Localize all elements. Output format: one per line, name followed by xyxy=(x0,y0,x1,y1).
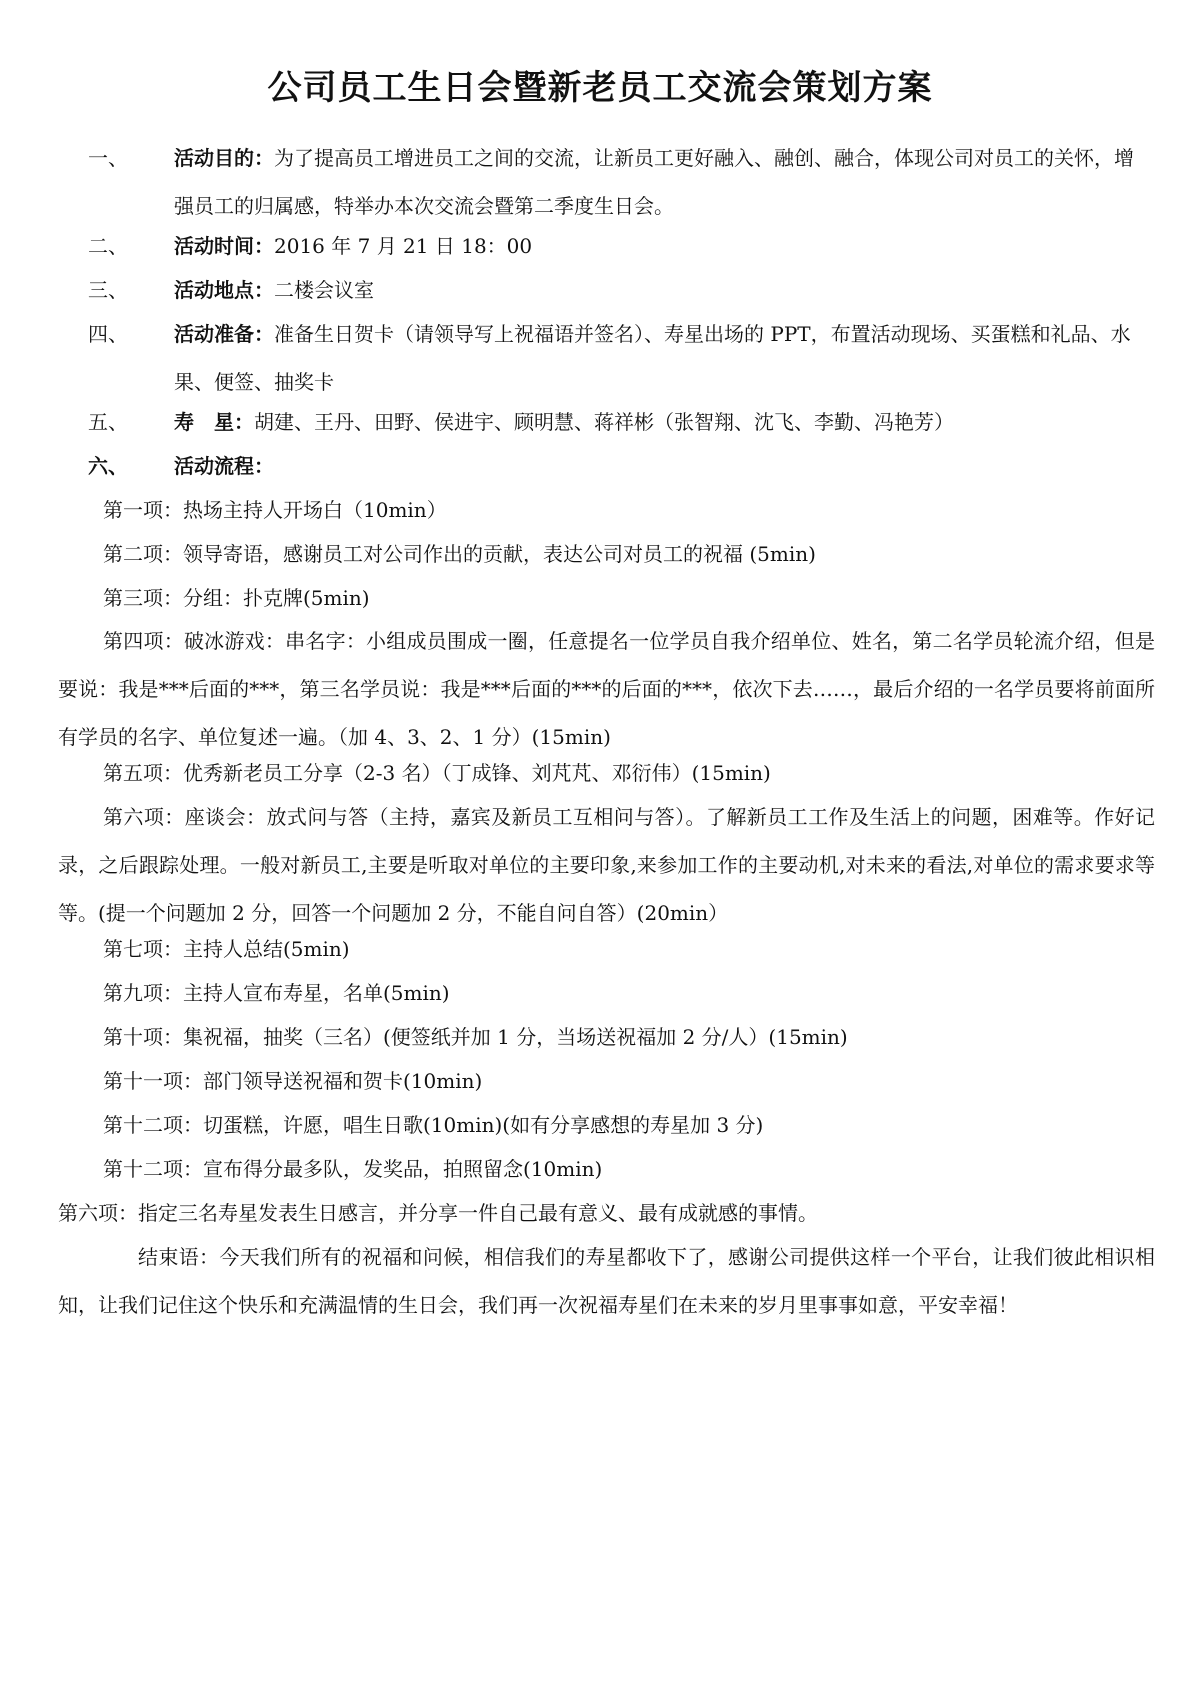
closing-paragraph: 结束语：今天我们所有的祝福和问候，相信我们的寿星都收下了，感谢公司提供这样一个平台，让我们彼此相识相知，让我们记住这个快乐和充满温情的生日会，我们再一次祝福寿星们在未来的岁月里事事如意，平安幸福！ xyxy=(58,1245,1155,1317)
section-label: 活动地点： xyxy=(174,278,274,302)
list-item: 第七项：主持人总结(5min) xyxy=(103,937,350,961)
list-item: 第九项：主持人宣布寿星，名单(5min) xyxy=(103,981,450,1005)
section-process xyxy=(88,442,1148,490)
section-number: 四、 xyxy=(88,322,128,346)
section-preparation xyxy=(88,310,1148,406)
section-body xyxy=(174,266,1148,314)
section-label: 活动准备： xyxy=(174,322,274,346)
page-title: 公司员工生日会暨新老员工交流会策划方案 xyxy=(267,68,933,108)
section-body xyxy=(174,442,1148,490)
list-item: 第六项：座谈会：放式问与答（主持，嘉宾及新员工互相问与答）。了解新员工工作及生活上的问题，困难等。作好记录，之后跟踪处理。一般对新员工,主要是听取对单位的主要印象,来参加工作的主要动机,对未来的看法,对单位的需求要求等等。(提一个问题加 2 分，回答一个问题加 2 分，不能自问自答）(20min） xyxy=(58,805,1155,925)
section-body xyxy=(174,310,1148,406)
section-text: 胡建、王丹、田野、侯进宇、顾明慧、蒋祥彬（张智翔、沈飞、李勤、冯艳芳） xyxy=(254,410,954,434)
list-item: 第十项：集祝福，抽奖（三名）(便签纸并加 1 分，当场送祝福加 2 分/人）(15min) xyxy=(103,1025,848,1049)
section-body xyxy=(174,222,1148,270)
section-label: 活动目的： xyxy=(174,146,274,170)
section-number: 五、 xyxy=(88,410,128,434)
list-item: 第十二项：宣布得分最多队，发奖品，拍照留念(10min) xyxy=(103,1157,603,1181)
section-time xyxy=(88,222,1148,270)
list-item: 第二项：领导寄语，感谢员工对公司作出的贡献，表达公司对员工的祝福 (5min) xyxy=(103,542,816,566)
list-item: 第一项：热场主持人开场白（10min） xyxy=(103,498,447,522)
section-body xyxy=(174,398,1148,446)
section-number: 六、 xyxy=(88,454,128,478)
section-number: 一、 xyxy=(88,146,128,170)
section-location xyxy=(88,266,1148,314)
list-item: 第四项：破冰游戏：串名字：小组成员围成一圈，任意提名一位学员自我介绍单位、姓名，第二名学员轮流介绍，但是要说：我是***后面的***，第三名学员说：我是***后面的***的后面的***，依次下去……，最后介绍的一名学员要将前面所有学员的名字、单位复述一遍。（加 4、3、2、1 分）(15min) xyxy=(58,629,1155,749)
list-item: 第十二项：切蛋糕，许愿，唱生日歌(10min)(如有分享感想的寿星加 3 分) xyxy=(103,1113,764,1137)
section-label: 活动时间： xyxy=(174,234,274,258)
list-item: 第十一项：部门领导送祝福和贺卡(10min) xyxy=(103,1069,483,1093)
section-number: 三、 xyxy=(88,278,128,302)
section-text: 2016 年 7 月 21 日 18：00 xyxy=(274,234,533,258)
section-label: 寿 星： xyxy=(174,410,254,434)
extra-item: 第六项：指定三名寿星发表生日感言，并分享一件自己最有意义、最有成就感的事情。 xyxy=(58,1201,818,1225)
section-text: 为了提高员工增进员工之间的交流，让新员工更好融入、融创、融合，体现公司对员工的关怀，增强员工的归属感，特举办本次交流会暨第二季度生日会。 xyxy=(174,146,1134,218)
section-body xyxy=(174,134,1148,230)
section-label: 活动流程： xyxy=(174,454,274,478)
list-item: 第三项：分组：扑克牌(5min) xyxy=(103,586,370,610)
list-item: 第五项：优秀新老员工分享（2-3 名）（丁成锋、刘芃芃、邓衍伟）(15min) xyxy=(103,761,771,785)
section-text: 准备生日贺卡（请领导写上祝福语并签名）、寿星出场的 PPT，布置活动现场、买蛋糕和礼品、水果、便签、抽奖卡 xyxy=(174,322,1131,394)
section-purpose xyxy=(88,134,1148,230)
section-birthday-stars xyxy=(88,398,1148,446)
section-text: 二楼会议室 xyxy=(274,278,374,302)
section-number: 二、 xyxy=(88,234,128,258)
